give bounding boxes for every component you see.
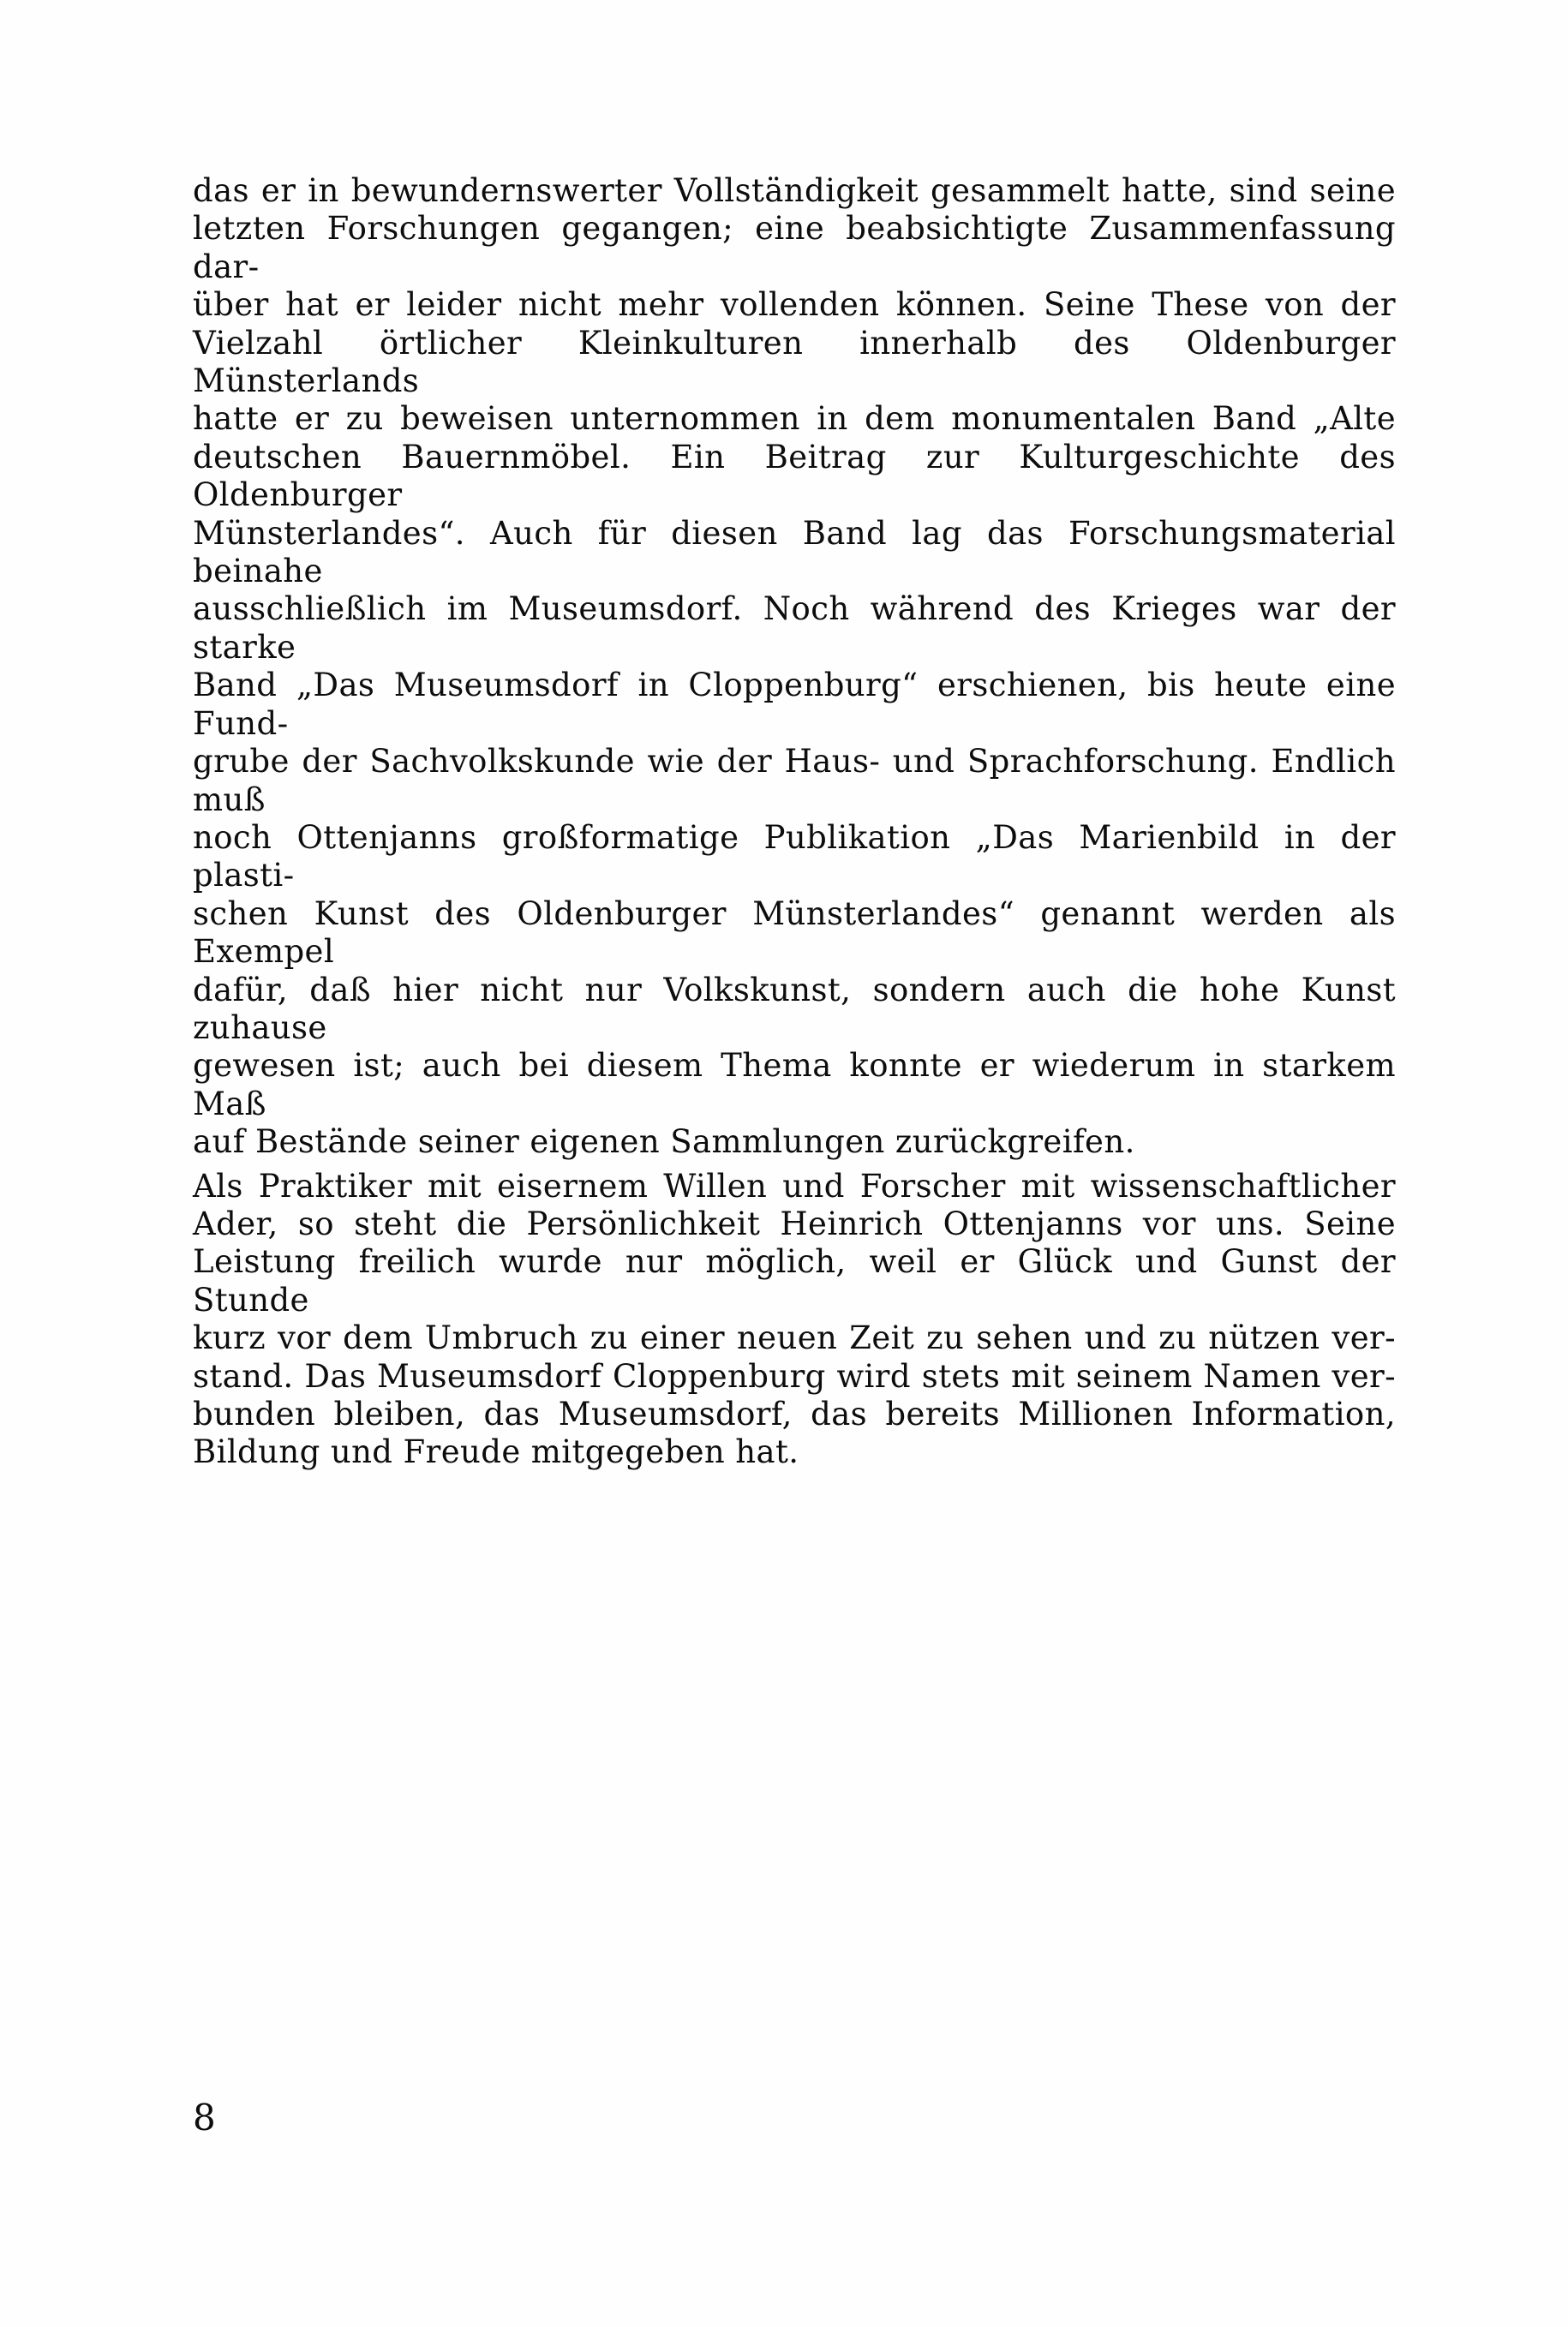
text-line: Vielzahl örtlicher Kleinkulturen innerhalb des Oldenburger Münsterlands <box>193 324 1396 400</box>
text-line: auf Bestände seiner eigenen Sammlungen zurückgreifen. <box>193 1123 1135 1161</box>
text-line: dafür, daß hier nicht nur Volkskunst, sondern auch die hohe Kunst zuhause <box>193 971 1396 1046</box>
text-line: Ader, so steht die Persönlichkeit Heinrich Ottenjanns vor uns. Seine <box>193 1205 1396 1242</box>
text-line: Band „Das Museumsdorf in Cloppenburg“ erschienen, bis heute eine Fund- <box>193 667 1396 742</box>
paragraph-2 <box>193 1168 1396 1472</box>
text-line: noch Ottenjanns großformatige Publikation „Das Marienbild in der plasti- <box>193 818 1396 894</box>
text-line: das er in bewundernswerter Vollständigkeit gesammelt hatte, sind seine <box>193 172 1396 209</box>
text-line: gewesen ist; auch bei diesem Thema konnte er wiederum in starkem Maß <box>193 1047 1396 1122</box>
text-line: über hat er leider nicht mehr vollenden können. Seine These von der <box>193 286 1396 324</box>
text-line: Als Praktiker mit eisernem Willen und Forscher mit wissenschaftlicher <box>193 1167 1396 1205</box>
text-line: stand. Das Museumsdorf Cloppenburg wird stets mit seinem Namen ver- <box>193 1357 1396 1395</box>
text-line: kurz vor dem Umbruch zu einer neuen Zeit zu sehen und zu nützen ver- <box>193 1319 1396 1357</box>
text-line: ausschließlich im Museumsdorf. Noch während des Krieges war der starke <box>193 590 1396 666</box>
text-block <box>193 172 1396 1472</box>
text-line: hatte er zu beweisen unternommen in dem monumentalen Band „Alte <box>193 400 1396 438</box>
text-line: Leistung freilich wurde nur möglich, weil er Glück und Gunst der Stunde <box>193 1243 1396 1319</box>
text-line: Bildung und Freude mitgegeben hat. <box>193 1433 799 1471</box>
text-line: grube der Sachvolkskunde wie der Haus- und Sprachforschung. Endlich muß <box>193 743 1396 818</box>
page-number: 8 <box>193 2097 217 2139</box>
text-line: Münsterlandes“. Auch für diesen Band lag das Forschungsmaterial beinahe <box>193 514 1396 590</box>
text-line: deutschen Bauernmöbel. Ein Beitrag zur Kulturgeschichte des Oldenburger <box>193 438 1396 514</box>
paragraph-1 <box>193 172 1396 1162</box>
text-line: bunden bleiben, das Museumsdorf, das bereits Millionen Information, <box>193 1396 1396 1433</box>
text-line: schen Kunst des Oldenburger Münsterlandes“ genannt werden als Exempel <box>193 894 1396 971</box>
text-line: letzten Forschungen gegangen; eine beabsichtigte Zusammenfassung dar- <box>193 210 1396 285</box>
